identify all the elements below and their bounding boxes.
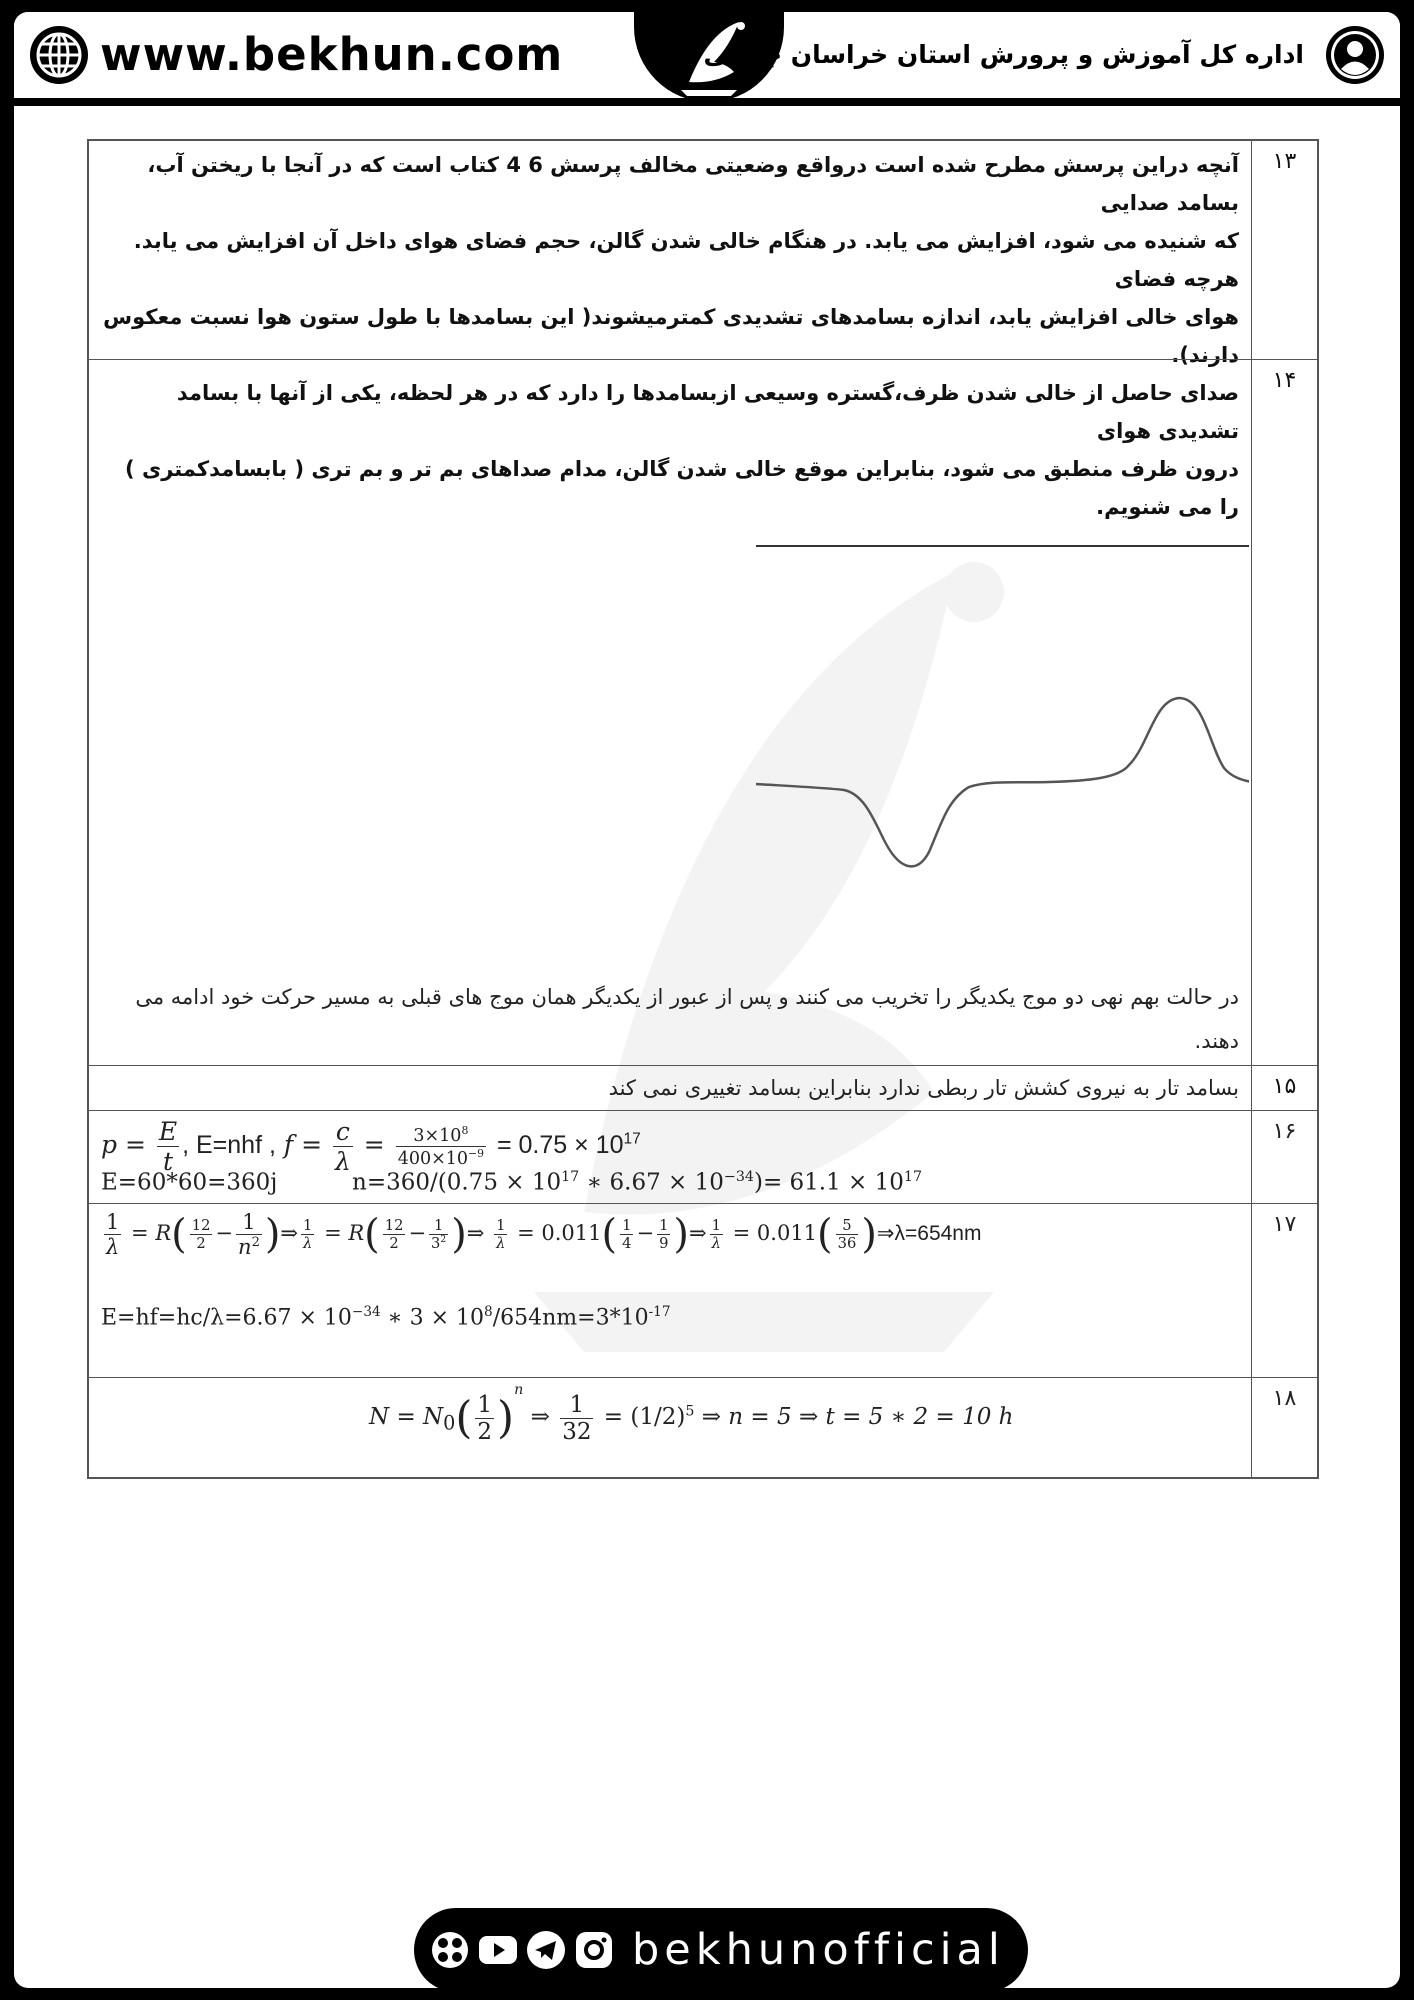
fraction-one-over-lambda [104, 1210, 121, 1259]
equation-line [101, 1169, 922, 1196]
rydberg-symbol: R [155, 1221, 172, 1245]
question-number: ۱۳ [1251, 141, 1317, 359]
symbol-p: p [101, 1130, 118, 1159]
paren-close: ) [451, 1211, 467, 1258]
globe-icon [28, 24, 90, 86]
answer-line: هوای خالی افزایش یابد، اندازه بسامدهای تشدیدی کمترمیشوند( این بسامدها با طول ستون هوا نسبت معکوس دارند). [103, 305, 1239, 367]
count-calc: n=360/(0.75 × 10 [352, 1169, 562, 1196]
answer-line: که شنیده می شود، افزایش می یابد. در هنگام خالی شدن گالن، حجم فضای هوای داخل آن افزایش می یابد. هرچه فضای [133, 229, 1239, 291]
instagram-icon[interactable] [574, 1930, 614, 1970]
denominator [396, 1147, 486, 1169]
fraction [190, 1217, 213, 1252]
equation-text: , E=nhf , [182, 1131, 276, 1159]
question-number: ۱۸ [1251, 1378, 1317, 1477]
exponent: 2 [440, 1235, 447, 1246]
equation-text: = (1/2) [603, 1404, 686, 1430]
equation-line: p = $\frac{E}{t}$ , E=nhf , f = $\frac{c}{\lambda}$ = $\frac{3\times 10^8}{400\times 10^{-9}}$ = $0.75 \times 10^{17}$ [101, 1117, 641, 1176]
site-url[interactable]: www.bekhun.com [100, 28, 564, 81]
energy-calc: E=hf=hc/λ=6.67 × 10 [101, 1305, 352, 1331]
denominator: λ [303, 1235, 313, 1252]
denominator: 32 [562, 1418, 592, 1445]
wave-pulses-curve [756, 698, 1249, 866]
exponent: −9 [468, 1147, 485, 1160]
exponent: 2 [251, 1235, 260, 1250]
paren-close: ) [264, 1211, 281, 1258]
fraction-one-32 [560, 1392, 593, 1445]
denominator: 9 [659, 1235, 669, 1252]
numerator: 1 [659, 1217, 669, 1234]
denominator: λ [106, 1235, 120, 1259]
answer-line: صدای حاصل از خالی شدن ظرف،گستره وسیعی ازبسامدها را دارد که در هر لحظه، یکی از آنها با بسامد تشدیدی هوای [176, 381, 1239, 443]
wave-superposition-figure [89, 360, 1249, 960]
equation-result: = 0.75 × 10 [496, 1131, 624, 1159]
header [14, 12, 1400, 98]
denominator: 2 [477, 1418, 493, 1445]
exponent: n [514, 1382, 524, 1398]
numerator: 5 [836, 1217, 859, 1235]
numerator: 12 [384, 1217, 404, 1234]
numerator: 1 [106, 1210, 120, 1234]
aparat-icon[interactable] [430, 1930, 470, 1970]
paren-open: ( [455, 1392, 473, 1444]
youtube-icon[interactable] [478, 1930, 518, 1970]
numerator: 1 [429, 1217, 448, 1235]
equation-line [101, 1304, 671, 1330]
numerator: 1 [303, 1217, 313, 1234]
numerator: E [158, 1117, 178, 1146]
fraction-c-over-lambda [333, 1117, 353, 1176]
fraction-half [475, 1392, 494, 1445]
paren-open: ( [601, 1211, 618, 1258]
fraction [429, 1217, 448, 1252]
paren-open: ( [817, 1211, 833, 1258]
denominator: λ [334, 1147, 351, 1176]
paren-open: ( [171, 1211, 187, 1258]
question-number: ۱۶ [1251, 1111, 1317, 1203]
question-number: ۱۴ [1251, 360, 1317, 1065]
exponent: −34 [351, 1304, 381, 1320]
fraction [620, 1217, 633, 1252]
fraction [236, 1210, 262, 1259]
header-divider [14, 98, 1400, 106]
numerator: 1 [477, 1391, 493, 1418]
denominator [429, 1235, 448, 1252]
count-calc: ∗ 6.67 × 10 [579, 1169, 724, 1196]
implies-arrow: ⇒ [280, 1221, 299, 1245]
answer-caption: در حالت بهم نهی دو موج یکدیگر را تخریب می کنند و پس از عبور از یکدیگر همان موج های قبلی به مسیر حرکت خود ادامه می دهند. [135, 985, 1239, 1053]
denominator: 2 [389, 1235, 399, 1252]
paren-close: ) [673, 1211, 689, 1258]
answer-line: آنچه دراین پرسش مطرح شده است درواقع وضعیتی مخالف پرسش 6 4 کتاب است که در آنجا با ریختن آب، بسامد صدایی [147, 153, 1239, 215]
answer-text [89, 141, 1251, 519]
numerator-base: 3×10 [413, 1126, 462, 1146]
footer-social-bar [414, 1908, 1028, 1988]
fraction-value [396, 1124, 486, 1169]
denominator: t [162, 1147, 173, 1176]
denominator: λ [496, 1235, 506, 1252]
numerator: 1 [496, 1217, 506, 1234]
organization-name: اداره کل آموزش و پرورش استان خراسان جنوبی [703, 40, 1304, 69]
telegram-icon[interactable] [526, 1930, 566, 1970]
fraction [494, 1217, 507, 1252]
numerator: 1 [560, 1392, 593, 1419]
answer-equations [89, 1378, 1251, 1477]
symbol-n: n [238, 1235, 252, 1259]
social-handle[interactable]: bekhunofficial [632, 1925, 1005, 1975]
denominator: λ [711, 1235, 721, 1252]
table-row [89, 1203, 1317, 1377]
denominator-base: 400×10 [397, 1148, 469, 1169]
exponent: 8 [484, 1304, 493, 1320]
symbol-N: N [369, 1404, 390, 1430]
symbol-N0: = N [396, 1404, 444, 1430]
paren-open: ( [364, 1211, 380, 1258]
denominator: 36 [837, 1235, 857, 1252]
energy-calc: E=60*60=360j [101, 1169, 278, 1196]
fraction [301, 1217, 314, 1252]
count-result: )= 61.1 × 10 [753, 1169, 904, 1196]
denominator-base: 3 [431, 1235, 441, 1252]
exponent: 8 [461, 1124, 469, 1138]
table-row [89, 359, 1317, 1065]
question-number: ۱۷ [1251, 1204, 1317, 1377]
exponent: -17 [648, 1304, 671, 1320]
denominator: 2 [196, 1235, 206, 1252]
rydberg-symbol: R [348, 1221, 365, 1245]
answer-equations [89, 1111, 1251, 1203]
exponent: 17 [903, 1169, 923, 1185]
fraction [657, 1217, 670, 1252]
time-result: ⇒ n = 5 ⇒ t = 5 ∗ 2 = 10 h [701, 1404, 1014, 1430]
exponent: 17 [623, 1130, 641, 1148]
energy-result: /654nm=3*10 [492, 1305, 649, 1331]
wavelength-result: ⇒λ=654nm [876, 1222, 982, 1245]
exponent: 5 [685, 1403, 695, 1420]
numerator [396, 1124, 486, 1147]
implies-arrow: ⇒ [466, 1221, 485, 1245]
answer-figure-cell [89, 360, 1251, 1065]
denominator: 4 [622, 1235, 632, 1252]
implies-arrow: ⇒ [689, 1221, 707, 1245]
numerator: 12 [191, 1217, 211, 1234]
energy-calc: ∗ 3 × 10 [380, 1305, 485, 1331]
implies-arrow: ⇒ [530, 1404, 550, 1430]
subscript: 0 [443, 1411, 456, 1435]
coefficient: = 0.011 [732, 1221, 818, 1245]
numerator: 1 [711, 1217, 721, 1234]
symbol-f: f [283, 1130, 294, 1159]
answer-line: درون ظرف منطبق می شود، بنابراین موقع خالی شدن گالن، مدام صداهای بم تر و بم تری ( بابسامدکمتری ) را می شنویم. [125, 457, 1239, 519]
fraction [836, 1217, 859, 1252]
question-number: ۱۵ [1251, 1066, 1317, 1110]
numerator: 1 [622, 1217, 632, 1234]
table-row [89, 1110, 1317, 1203]
answer-text: بسامد تار به نیروی کشش تار ربطی ندارد بنابراین بسامد تغییری نمی کند [608, 1076, 1239, 1100]
page [14, 12, 1400, 1988]
fraction [383, 1217, 406, 1252]
coefficient: = 0.011 [517, 1221, 602, 1245]
denominator [236, 1235, 262, 1259]
answers-table [87, 139, 1319, 1479]
paren-close: ) [497, 1392, 515, 1444]
answer-equations [89, 1204, 1251, 1377]
exponent: 17 [561, 1169, 580, 1185]
exponent: −34 [723, 1169, 754, 1185]
table-row [89, 1065, 1317, 1110]
numerator: 1 [236, 1210, 262, 1235]
fraction-e-over-t [157, 1117, 179, 1176]
table-row [89, 1377, 1317, 1477]
equation-line: $\frac{1}{\lambda}$ = R( $\frac{12}{2}$ − $\frac{1}{n^2}$ )⇒ $\frac{1}{\lambda}$ = R( $\frac{12}{2}$ − $\frac{1}{3^2}$ )⇒ $\frac{1}{\lambda}$ = 0.011( $\frac{1}{4}$ − $\frac{1}{9}$ )⇒ $\frac{1}{\lambda}$ = 0.011( $\frac{5}{36}$ )⇒λ=654nm [106, 1210, 982, 1259]
fraction [710, 1217, 723, 1252]
user-icon[interactable] [1324, 24, 1386, 86]
paren-close: ) [861, 1211, 877, 1258]
equation-line [369, 1382, 1013, 1445]
numerator: c [333, 1117, 353, 1147]
